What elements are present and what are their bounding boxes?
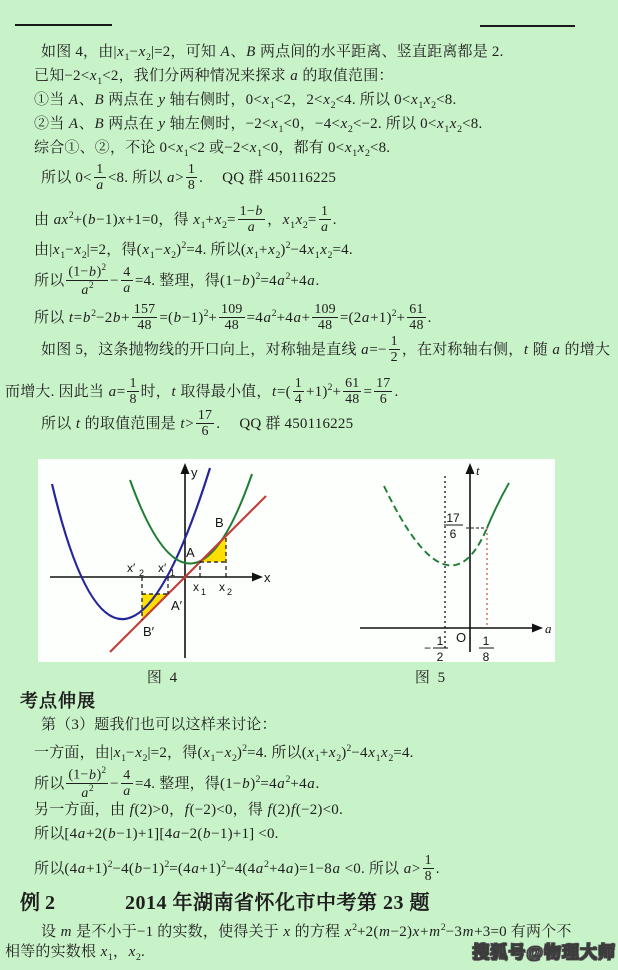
watermark: 搜狐号@物理大师: [472, 943, 616, 962]
svg-text:x: x: [193, 580, 199, 594]
figure-4-caption: 图 4: [146, 670, 180, 686]
svg-text:x′: x′: [158, 561, 167, 575]
fig4-point-b-prime-label: B′: [143, 624, 155, 639]
svg-text:6: 6: [449, 527, 457, 541]
figure-4-and-5: [38, 459, 555, 662]
svg-text:2: 2: [436, 650, 444, 662]
math-line: 所以 $\frac{(1-b)^2}{a^2}$ − $\frac{4}{a}$ =4. 整理，得$(1-b)^2=4a^2+4a$.: [34, 765, 320, 801]
svg-text:1: 1: [436, 634, 444, 648]
svg-text:x′: x′: [127, 561, 136, 575]
math-line: 所以 $t=b^2-2b+$ $\frac{157}{48}$ $=(b-1)^2+$ $\frac{109}{48}$ $=4a^2+4a+$ $\frac{109}{48}$ $=(2a+1)^2+$ $\frac{61}{48}$ .: [34, 302, 432, 334]
math-line: 相等的实数根 $x_1$，$x_2$.: [5, 944, 145, 963]
svg-text:1: 1: [170, 568, 176, 578]
example-2-heading: [0, 890, 618, 916]
math-line: 第（3）题我们也可以这样来讨论：: [41, 717, 277, 733]
extension-text-block: [0, 713, 618, 883]
fig5-t-axis-label: t: [476, 463, 480, 478]
math-line: 综合①、②，不论 $0<x_1<2$ 或$-2<x_1<0$，都有 $0<x_1x_2<8$.: [34, 140, 391, 159]
math-line: ②当 A、B 两点在 y 轴左侧时，$-2<x_1<0$，$-4<x_2<-2$. 所以 $0<x_1x_2<8$.: [34, 116, 483, 135]
math-line: 所以$(4a+1)^2-4(b-1)^2=(4a+1)^2-4(4a^2+4a)=1-8a <0$. 所以 a> $\frac{1}{8}$ .: [34, 853, 440, 885]
svg-text:x: x: [219, 580, 225, 594]
svg-text:2: 2: [227, 587, 233, 597]
svg-text:1: 1: [482, 634, 490, 648]
svg-text:2: 2: [139, 568, 145, 578]
math-line: 所以 t 的取值范围是 t> $\frac{17}{6}$ . QQ 群 450116225: [41, 408, 354, 440]
fig4-y-axis-label: y: [191, 465, 198, 480]
math-line: 一方面，由$|x_1-x_2|=2$，得$(x_1-x_2)^2=4$. 所以$(x_1+x_2)^2-4x_1x_2=4$.: [34, 743, 414, 764]
math-line: 由$|x_1-x_2|=2$，得$(x_1-x_2)^2=4$. 所以$(x_1+x_2)^2-4x_1x_2=4$.: [34, 240, 353, 261]
svg-text:−: −: [424, 641, 432, 655]
svg-text:1: 1: [201, 587, 207, 597]
fig4-x-axis-label: x: [264, 570, 271, 585]
fig4-point-b-label: B: [215, 515, 224, 530]
math-line: ①当 A、B 两点在 y 轴右侧时，$0<x_1<2$，$2<x_2<4$. 所以 $0<x_1x_2<8$.: [34, 92, 457, 111]
math-line: 如图 4，由$|x_1-x_2|=2$，可知 A、B 两点间的水平距离、竖直距离都是 2.: [41, 44, 504, 63]
example-2-label: 例 2: [20, 892, 55, 914]
fig5-a-axis-label: a: [545, 621, 552, 636]
math-line: 已知$-2<x_1<2$，我们分两种情况来探求 a 的取值范围：: [34, 68, 394, 87]
svg-text:8: 8: [482, 650, 490, 662]
math-line: 所以[4a+2(b−1)+1][4a−2(b−1)+1] <0.: [34, 826, 279, 842]
top-rule-right: [480, 25, 575, 27]
math-line: 如图 5，这条抛物线的开口向上，对称轴是直线 a=− $\frac{1}{2}$ ，在对称轴右侧，t 随 a 的增大: [41, 334, 611, 366]
top-rule-left: [15, 24, 112, 26]
fig4-point-a-label: A: [186, 545, 195, 560]
figure-5-caption: 图 5: [414, 670, 448, 686]
fig5-origin-label: O: [456, 630, 467, 645]
math-line: 所以 $\frac{(1-b)^2}{a^2}$ − $\frac{4}{a}$ =4. 整理，得$(1-b)^2=4a^2+4a$.: [34, 262, 320, 298]
extension-section: [0, 689, 618, 883]
solution-text-block: [0, 40, 618, 443]
math-line: 所以 0< $\frac{1}{a}$ <8. 所以 a> $\frac{1}{8}$ . QQ 群 450116225: [41, 162, 337, 194]
math-line: 而增大. 因此当 a= $\frac{1}{8}$ 时，t 取得最小值，t=( $\frac{1}{4}$ +1)$^2$+ $\frac{61}{48}$ = $\frac{17}{6}$ .: [5, 376, 399, 408]
svg-text:17: 17: [446, 511, 460, 525]
math-line: 由 $ax^2+(b-1)x+1=0$，得 $x_1+x_2=$ $\frac{1-b}{a}$ ，$x_1x_2=$ $\frac{1}{a}$ .: [34, 204, 337, 236]
example-2-title: 2014 年湖南省怀化市中考第 23 题: [125, 892, 430, 914]
math-line: 另一方面，由 f(2)>0，f(−2)<0，得 f(2)f(−2)<0.: [34, 802, 343, 818]
extension-heading: 考点伸展: [20, 691, 96, 711]
figure-background: [38, 459, 555, 662]
math-line: 设 m 是不小于−1 的实数，使得关于 x 的方程 $x^2+2(m-2)x+m^2-3m+3=0$ 有两个不: [41, 922, 572, 940]
fig4-point-a-prime-label: A′: [171, 598, 183, 613]
